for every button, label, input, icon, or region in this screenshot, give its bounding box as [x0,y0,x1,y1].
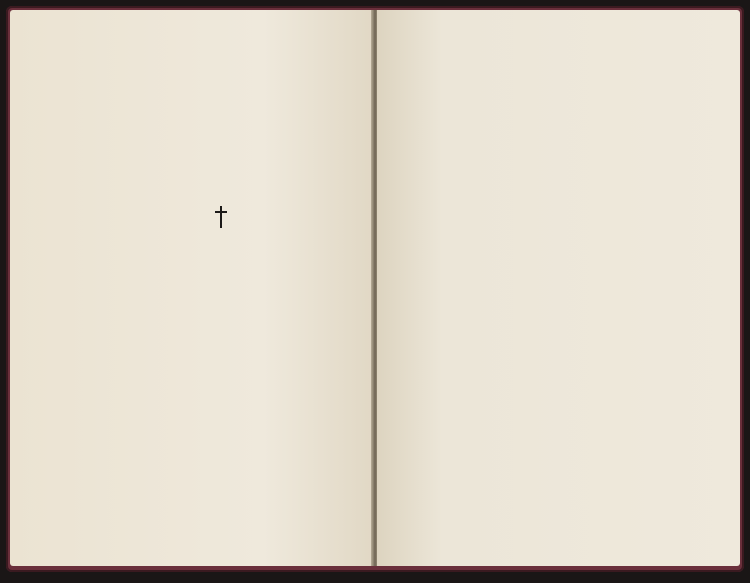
right-page [377,10,740,566]
left-page [10,10,373,566]
book-title [32,62,372,68]
cross-icon [214,206,228,228]
book-cover [6,6,744,572]
